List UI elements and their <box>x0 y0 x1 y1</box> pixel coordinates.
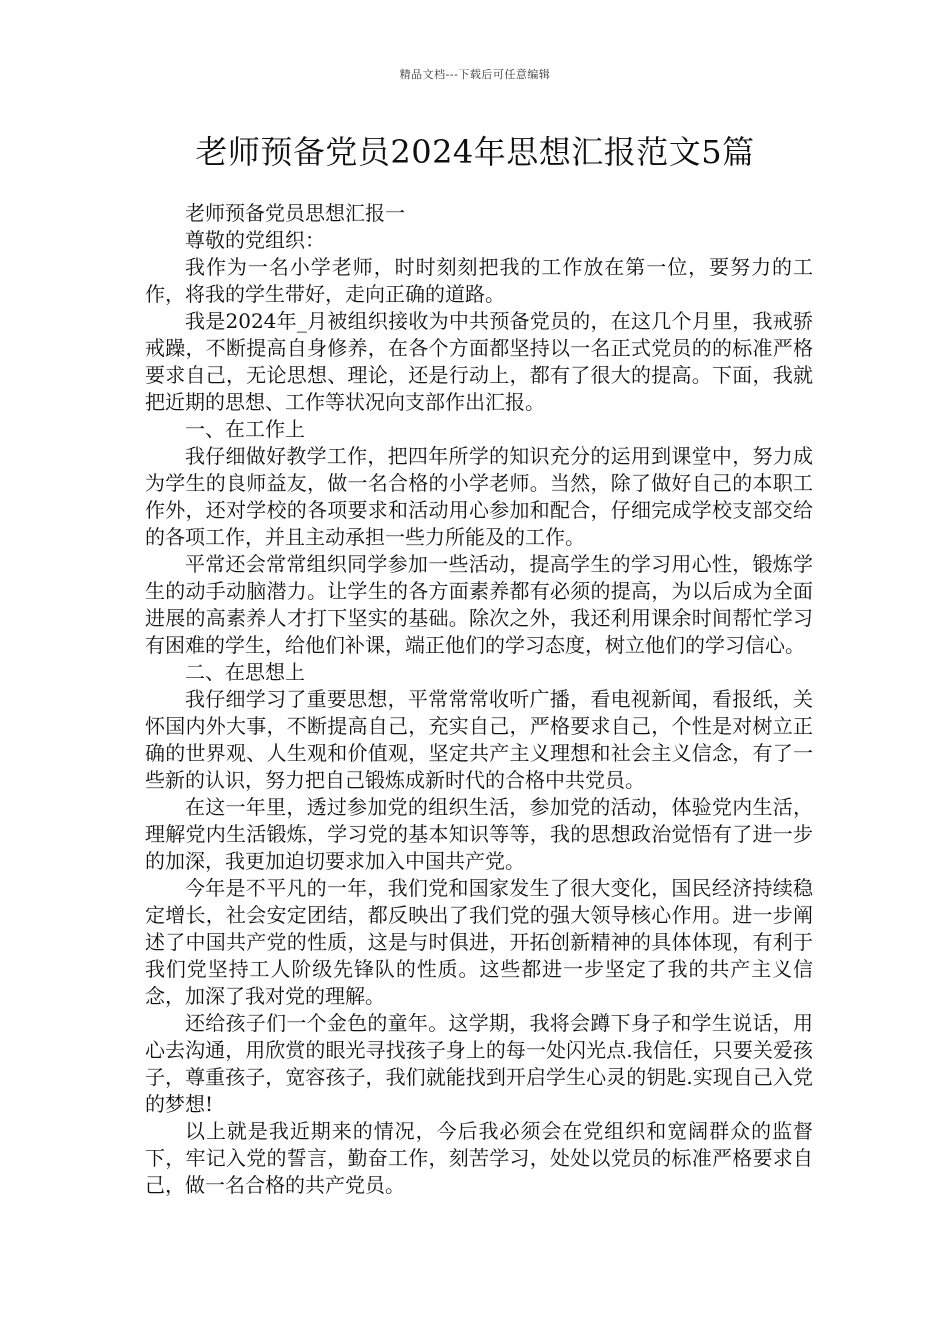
body-paragraph: 平常还会常常组织同学参加一些活动，提高学生的学习用心性，锻炼学生的动手动脑潜力。让学生的各方面素养都有必须的提高，为以后成为全面进展的高素养人才打下坚实的基础。除次之外，我还利用课余时间帮忙学习有困难的学生，给他们补课，端正他们的学习态度，树立他们的学习信心。 <box>145 552 813 657</box>
salutation: 尊敬的党组织： <box>185 228 325 252</box>
document-body <box>145 200 813 1199</box>
body-paragraph: 还给孩子们一个金色的童年。这学期，我将会蹲下身子和学生说话，用心去沟通，用欣赏的眼光寻找孩子身上的每一处闪光点.我信任，只要关爱孩子，尊重孩子，宽容孩子，我们就能找到开启学生心灵的钥匙.实现自己入党的梦想! <box>145 1011 813 1116</box>
page-header-watermark: 精品文档---下载后可任意编辑 <box>399 68 551 81</box>
section-heading: 老师预备党员思想汇报一 <box>185 201 405 225</box>
body-paragraph: 我作为一名小学老师，时时刻刻把我的工作放在第一位，要努力的工作，将我的学生带好，走向正确的道路。 <box>145 255 813 306</box>
subsection-heading: 二、在思想上 <box>185 660 305 684</box>
subsection-heading: 一、在工作上 <box>185 417 305 441</box>
document-title: 老师预备党员2024年思想汇报范文5篇 <box>195 133 755 171</box>
body-paragraph: 我仔细学习了重要思想，平常常常收听广播，看电视新闻，看报纸，关怀国内外大事，不断提高自己，充实自己，严格要求自己，个性是对树立正确的世界观、人生观和价值观，坚定共产主义理想和社会主义信念，有了一些新的认识，努力把自己锻炼成新时代的合格中共党员。 <box>145 687 813 792</box>
body-paragraph: 我仔细做好教学工作，把四年所学的知识充分的运用到课堂中，努力成为学生的良师益友，做一名合格的小学老师。当然，除了做好自己的本职工作外，还对学校的各项要求和活动用心参加和配合，仔细完成学校支部交给的各项工作，并且主动承担一些力所能及的工作。 <box>145 444 813 549</box>
body-paragraph: 以上就是我近期来的情况，今后我必须会在党组织和宽阔群众的监督下，牢记入党的誓言，勤奋工作，刻苦学习，处处以党员的标准严格要求自己，做一名合格的共产党员。 <box>145 1119 813 1197</box>
body-paragraph: 我是2024年_月被组织接收为中共预备党员的，在这几个月里，我戒骄戒躁，不断提高自身修养，在各个方面都坚持以一名正式党员的的标准严格要求自己，无论思想、理论，还是行动上，都有了很大的提高。下面，我就把近期的思想、工作等状况向支部作出汇报。 <box>145 309 813 414</box>
body-paragraph: 今年是不平凡的一年，我们党和国家发生了很大变化，国民经济持续稳定增长，社会安定团结，都反映出了我们党的强大领导核心作用。进一步阐述了中国共产党的性质，这是与时俱进，开拓创新精神的具体体现，有利于我们党坚持工人阶级先锋队的性质。这些都进一步坚定了我的共产主义信念，加深了我对党的理解。 <box>145 876 813 1008</box>
body-paragraph: 在这一年里，透过参加党的组织生活，参加党的活动，体验党内生活，理解党内生活锻炼，学习党的基本知识等等，我的思想政治觉悟有了进一步的加深，我更加迫切要求加入中国共产党。 <box>145 795 813 873</box>
